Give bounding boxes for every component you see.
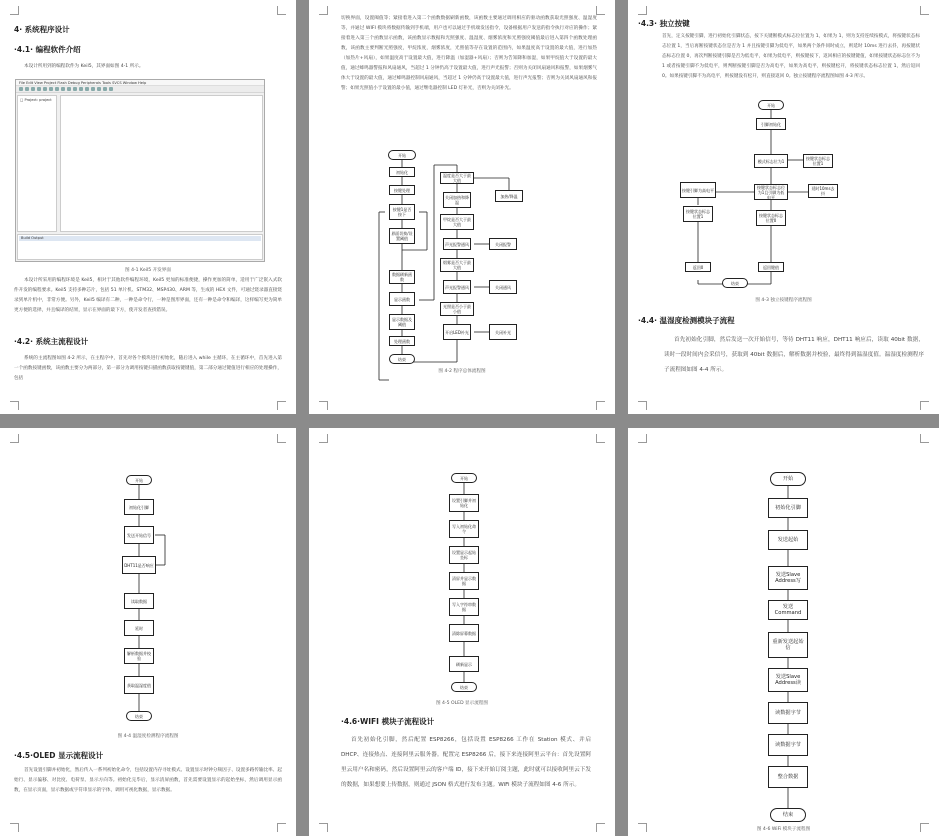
flow-mode-decision: 模式标志位为1 bbox=[754, 154, 788, 168]
flow-alarm-2: 声光报警通风 bbox=[443, 280, 471, 294]
main-flow-paragraph: 系统的主流程图如图 4-2 所示，在主程序中，首先对各个模块进行初始化，随后进入 while 主循环，在主循环中，首先进入第一个函数按键函数，该函数主要分为两部分，第一部分为调用按键扫描函数获取按键键值，第二部分通过键值进行相应的处理操作，包括 bbox=[14, 356, 282, 381]
flow-end: 结束 bbox=[389, 354, 415, 364]
page-corner-mark bbox=[10, 6, 19, 15]
document-page-1 bbox=[0, 0, 296, 414]
flow-key-decision: 按键1是否按下 bbox=[389, 204, 415, 220]
section-heading-4-1: ·4.1· 编程软件介绍 bbox=[14, 45, 81, 54]
flow-step-4: 清屏并显示数据 bbox=[449, 572, 479, 590]
flow-step-3: 发送Slave Address写 bbox=[768, 566, 808, 590]
keil5-screenshot bbox=[15, 79, 265, 262]
keil-menu-bar: File Edit View Project Flash Debug Peripherals Tools SVCS Window Help bbox=[16, 80, 264, 86]
flow-start: 开始 bbox=[451, 473, 477, 483]
figure-caption-4-6: 图 4-6 WiFi 模块子流程图 bbox=[756, 827, 811, 832]
flow-return-0: 返回0 bbox=[685, 262, 711, 272]
flow-init: 初始化 bbox=[389, 167, 415, 177]
keil-description-paragraph: 本设计所采用的编程环境是 Keil5，相对于其他软件编程环境，Keil5 更加的标准便捷，操作更加的简单，适用于广泛嵌入式软件开发的编程要求。Keil5 支持多种芯片，包括 51 单片机、STM32、MSP430、ARM 等，生成的 HEX 文件，可通过烧录器直接烧录到单片机中，非常方便。另外，Keil5 编译有二种，一种是命令行，一种是图形界面，还有一种是命令和编译，这样编写更为简单更方便的选择，并且编译的结果，显示在界面的最下方，使开发者查找错误。 bbox=[14, 278, 282, 313]
main-flow-paragraph-continued: 切换界面，设置阈值等；紧接着进入第二个函数数据刷新函数，该函数主要通过调用相应的驱动函数获取光照强度、温湿度等，并通过 WIFI 模块将数据传输到手机端，用户也可以通过手机端发送指令，设备根据用户发送的指令执行对应的操作；紧接着进入第三个函数显示函数，该函数显示数据和光照强度、温湿度、烟雾浓度和光照强度阈值最后进入第四个函数处理函数，该函数主要判断光照强度，甲烷浓度，烟雾浓度，光照值等存在设置的范围内，如果温度高于设置的最大值，进行加热（加热片+风扇），如果温度高于设置最大值，进行降温（加湿器+风扇）；否则为告知降和加湿，如果甲烷值大于设置的最大值，通过蜂鸣器警报和风扇通风，当超过 1 分钟仍高于设置最大值，进行声光报警；否则为关闭风扇通风和报警，如果烟雾气体大于设置的最大值，通过蜂鸣器控制风扇通风，当超过 1 分钟仍高于设置最大值，进行声光报警；否则为关闭风扇通风和报警；如果光照值小于设置的最小值，通过继电器控制 LED 灯补光，否则为关闭补光。 bbox=[341, 16, 597, 91]
flow-process: 处理函数 bbox=[389, 336, 415, 346]
flow-switch-screen: 界面切换/设置阈值 bbox=[389, 228, 415, 244]
flow-temp-decision: 温度是否大于最大值 bbox=[440, 172, 474, 184]
dht11-paragraph: 首先初始化引脚，然后发送一次开始信号，等待 DHT11 响应，DHT11 响应后，读取 40bit 数据，读时一段时间内会采信号，获取到 40bit 数据后，解析数据并校验，最终得到温湿度值。温湿度检测程序子流程图如图 4-4 所示。 bbox=[664, 337, 924, 373]
figure-caption-4-4: 图 4-4 温湿度检测程序流程图 bbox=[117, 734, 179, 739]
flow-end: 结束 bbox=[722, 278, 748, 288]
document-page-6 bbox=[628, 428, 939, 836]
figure-caption-4-5: 图 4-5 OLED 显示流程图 bbox=[435, 701, 489, 706]
flow-step-5: 写入字符串数据 bbox=[449, 598, 479, 616]
page-corner-mark bbox=[10, 401, 19, 410]
flow-show-data: 显示数据及阈值 bbox=[389, 314, 415, 330]
flow-return-key: 返回键值 bbox=[758, 262, 784, 272]
flow-step-7: 刷新显示 bbox=[449, 656, 479, 672]
page-corner-mark bbox=[277, 6, 286, 15]
flow-light-decision: 光照是否小于最小值 bbox=[440, 302, 474, 316]
flow-close-light: 关闭补光 bbox=[489, 324, 517, 340]
section-heading-4-3: ·4.3· 独立按键 bbox=[638, 19, 690, 28]
flow-start: 开始 bbox=[126, 475, 152, 485]
keil-editor-area bbox=[60, 95, 263, 232]
document-page-2 bbox=[309, 0, 615, 414]
flow-read: 读取数据 bbox=[124, 593, 154, 609]
flow-heat: 加热/降温 bbox=[495, 190, 523, 202]
flow-close-alarm: 关闭报警 bbox=[489, 238, 517, 250]
chapter-heading: 4· 系统程序设计 bbox=[14, 25, 70, 34]
flow-start: 开始 bbox=[388, 150, 416, 160]
flow-step-6: 发送Slave Address读 bbox=[768, 668, 808, 692]
flow-close-heat: 关闭加热和降温 bbox=[443, 192, 471, 208]
flow-send-start: 发送开始信号 bbox=[124, 526, 154, 544]
figure-caption-4-3: 图 4-3 独立按键程序流程图 bbox=[755, 298, 812, 303]
flow-step-1: 设置引脚并初始化 bbox=[449, 494, 479, 512]
oled-paragraph: 首先设置引脚并初始化，然后传入一系列初始化命令，包括设置内存寻址模式、设置显示时钟分频因子、设置多路传输比率、起始行、显示偏移、对比度、电荷泵、显示方向等。初始化完毕后，显示清屏函数，首先需要设置显示的起始坐标，然后调用显示函数，在显示页面，显示数据或字符串显示的字体，调用可视化数据，显示数据。 bbox=[14, 768, 282, 793]
flow-set-flag-1: 按键状态标志位置1 bbox=[683, 206, 713, 222]
keil-project-item: □ Project: project bbox=[20, 98, 52, 102]
key-paragraph: 首先，定义按键引脚，进行初始化引脚状态，按下关键断模式标志位位置为 1，如果为 1，则为支持连续按模式，将按键状态标志位置 1，当后再断按键状态位是否为 1 并且按键引脚为低电平，如果两个条件同时成立，则延时 10ms 进行去抖，再按键状态标志位置 0，再次判断按键引脚是否为低电平，如果为低电平，则按键按下，返回相应的按键键值，如果按键状态标志位不为 1 或者按键引脚不为低电平，则判断按键引脚是否为高电平，如果为高电平，则按键松开，将按键状态标志位置 1，然后返回 0。如果按键引脚不为高电平，则按键没有松开，则直接返回 0。独立按键程序流程图如图 4-3 所示。 bbox=[662, 34, 920, 79]
flow-display: 显示函数 bbox=[389, 292, 415, 306]
figure-caption-4-2: 图 4-2 程序总体流程图 bbox=[438, 369, 486, 374]
flow-step-2: 发送起始 bbox=[768, 530, 808, 550]
flow-step-8: 读数据字节 bbox=[768, 734, 808, 756]
section-heading-4-5: ·4.5·OLED 显示流程设计 bbox=[14, 751, 104, 760]
intro-paragraph: 本设计所用到的编程软件为 Keil5，其界面如图 4-1 所示。 bbox=[24, 64, 144, 69]
flow-start: 开始 bbox=[758, 100, 784, 110]
flow-close-vent: 关闭通风 bbox=[489, 280, 517, 294]
flow-step-4: 发送Command bbox=[768, 600, 808, 620]
flow-step-3: 设置显示起始坐标 bbox=[449, 546, 479, 564]
flow-step-2: 写入初始化命令 bbox=[449, 520, 479, 538]
flow-high-decision: 按键引脚为高电平 bbox=[680, 182, 716, 198]
flow-gas-decision: 甲烷是否大于最大值 bbox=[440, 214, 474, 230]
page-corner-mark bbox=[277, 401, 286, 410]
flow-led: 开启LED补光 bbox=[443, 324, 471, 340]
flow-key-low-decision: 按键状态标志位为1且引脚为低电平 bbox=[754, 184, 788, 200]
section-heading-4-6: ·4.6·WIFI 模块子流程设计 bbox=[341, 717, 435, 726]
flow-smoke-decision: 烟雾是否大于最大值 bbox=[440, 258, 474, 272]
flow-start: 开始 bbox=[770, 472, 806, 486]
flow-end: 结束 bbox=[126, 711, 152, 721]
document-page-5 bbox=[309, 428, 615, 836]
flow-step-1: 初始化引脚 bbox=[768, 498, 808, 518]
flow-wait-decision: DHT11是否响应 bbox=[122, 556, 156, 574]
flow-end: 结束 bbox=[770, 808, 806, 822]
flow-init-pin: 初始化引脚 bbox=[124, 499, 154, 515]
keil-build-output-title: Build Output bbox=[19, 236, 261, 241]
wifi-paragraph: 首先初始化引脚，然后配置 ESP8266，包括设置 ESP8266 工作在 Station 模式、并启 DHCP、连接热点、连接阿里云服务器。配置完 ESP8266 后，接下来连接阿里云平台：首先设置阿里云用户名和密码，然后设置阿里云的客户端 ID，接下来开始订阅主题，此时就可以接收阿里云下发的数据，如果想要上传数据，则通过 JSON 格式进行发布主题。WiFi 模块子流程如图 4-6 所示。 bbox=[341, 737, 591, 788]
flow-set-flag-0: 按键状态标志位置0 bbox=[756, 210, 786, 226]
keil-project-panel bbox=[17, 95, 57, 232]
flow-end: 结束 bbox=[451, 682, 477, 692]
flow-step-6: 清除屏幕数据 bbox=[449, 624, 479, 642]
flow-key-process: 按键处理 bbox=[389, 185, 415, 195]
document-page-4 bbox=[0, 428, 296, 836]
flow-delay: 延时10ms去抖 bbox=[808, 184, 838, 198]
flow-step-7: 读数据字节 bbox=[768, 702, 808, 724]
keil-toolbar bbox=[16, 86, 264, 93]
flow-delay: 延时 bbox=[124, 620, 154, 636]
flow-data-refresh: 数据刷新函数 bbox=[389, 270, 415, 284]
section-heading-4-2: ·4.2· 系统主流程设计 bbox=[14, 337, 89, 346]
section-heading-4-4: ·4.4· 温湿度检测模块子流程 bbox=[638, 316, 735, 325]
flow-pin-init: 引脚初始化 bbox=[756, 118, 786, 130]
flow-step-9: 整合数据 bbox=[768, 766, 808, 788]
flow-set-flag: 按键状态标志位置1 bbox=[803, 154, 833, 168]
figure-caption-4-1: 图 4-1 Keil5 开发界面 bbox=[125, 268, 171, 273]
flow-alarm-1: 声光报警通风 bbox=[443, 238, 471, 250]
flow-get-value: 获取温湿度值 bbox=[124, 676, 154, 694]
flow-step-5: 重新发送起始信 bbox=[768, 632, 808, 658]
keil-build-output bbox=[17, 234, 263, 260]
flow-parse: 解析数据并校验 bbox=[124, 648, 154, 664]
document-page-3 bbox=[628, 0, 939, 414]
